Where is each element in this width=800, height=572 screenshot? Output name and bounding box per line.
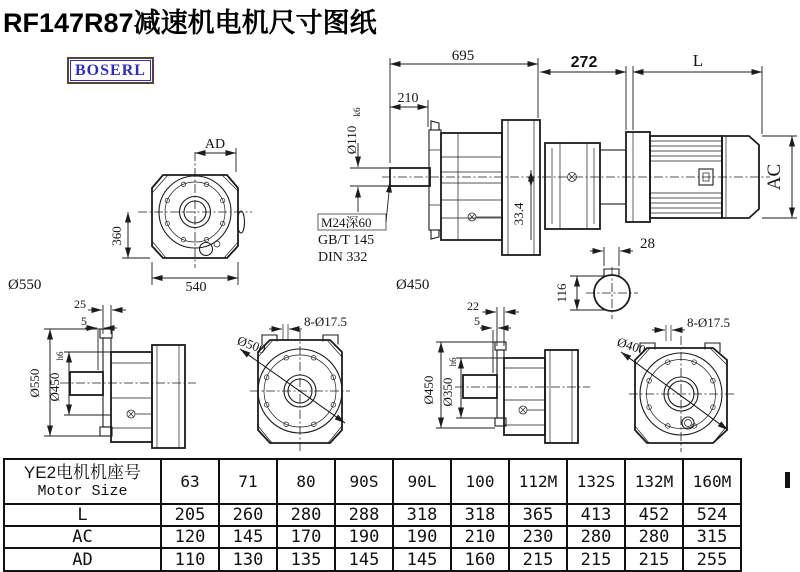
drain-plug-icon	[519, 406, 545, 414]
dim-116: 116	[554, 283, 569, 303]
size-col: 112M	[509, 459, 567, 504]
dim-pilot450: Ø450	[47, 372, 62, 402]
dim-holes-17-5: 8-Ø17.5	[687, 315, 730, 330]
dim-od550: Ø550	[27, 368, 42, 398]
cell: 135	[277, 548, 335, 571]
dim-695: 695	[451, 48, 475, 64]
dim-AC: AC	[764, 163, 785, 191]
table-row-L	[4, 504, 741, 526]
size-col: 71	[219, 459, 277, 504]
drain-plug-icon	[127, 410, 152, 418]
row-label: AD	[4, 548, 161, 571]
header-cn: YE2电机机座号	[23, 462, 142, 482]
flange-front-view-400	[615, 315, 735, 452]
dim-5: 5	[81, 314, 87, 328]
cell: 365	[509, 504, 567, 526]
dim-shaft-dia: Ø110	[344, 125, 359, 155]
cell: 130	[219, 548, 277, 571]
cell: 260	[219, 504, 277, 526]
dim-272: 272	[570, 54, 598, 71]
size-col: 100	[451, 459, 509, 504]
dim-d550: Ø550	[8, 277, 42, 293]
header-en: Motor Size	[37, 482, 128, 500]
cell: 280	[567, 526, 625, 548]
dim-fit-h6: h6	[448, 357, 458, 367]
table-row-AC	[4, 526, 741, 548]
flange-side-view-450	[421, 299, 590, 443]
dim-540: 540	[185, 280, 207, 295]
dim-fit-h6: h6	[55, 351, 65, 361]
cell: 110	[161, 548, 219, 571]
cell: 145	[335, 548, 393, 571]
cell: 215	[625, 548, 683, 571]
table-header-label	[4, 459, 161, 504]
size-col: 132S	[567, 459, 625, 504]
cell: 524	[683, 504, 741, 526]
stray-mark	[785, 472, 790, 488]
flange-front-view-500	[235, 314, 350, 452]
row-label: AC	[4, 526, 161, 548]
dim-22: 22	[467, 299, 479, 313]
dim-L: L	[692, 51, 704, 70]
cell: 315	[683, 526, 741, 548]
size-col: 90L	[393, 459, 451, 504]
cell: 190	[335, 526, 393, 548]
cell: 280	[625, 526, 683, 548]
size-col: 160M	[683, 459, 741, 504]
page-title: RF147R87减速机电机尺寸图纸	[3, 8, 377, 38]
cell: 190	[393, 526, 451, 548]
size-col: 90S	[335, 459, 393, 504]
dim-d450: Ø450	[396, 277, 430, 293]
cell: 318	[393, 504, 451, 526]
drain-plug-icon	[468, 213, 502, 221]
cell: 145	[219, 526, 277, 548]
row-label: L	[4, 504, 161, 526]
dim-holes-17-5: 8-Ø17.5	[304, 314, 347, 329]
cell: 215	[509, 548, 567, 571]
dim-360: 360	[109, 226, 124, 246]
cell: 413	[567, 504, 625, 526]
cell: 288	[335, 504, 393, 526]
shaft-section-view	[554, 236, 655, 319]
cell: 145	[393, 548, 451, 571]
table-header-row	[4, 459, 741, 504]
motor-side-view	[540, 51, 797, 229]
dim-210: 210	[397, 91, 419, 106]
note-din: DIN 332	[318, 250, 368, 265]
table-row-AD	[4, 548, 741, 571]
size-col: 80	[277, 459, 335, 504]
boserl-logo-text: BOSERL	[70, 60, 151, 81]
cell: 230	[509, 526, 567, 548]
cell: 280	[277, 504, 335, 526]
cell: 160	[451, 548, 509, 571]
motor-size-table	[3, 458, 742, 572]
dim-33-4: 33.4	[511, 202, 526, 226]
cell: 255	[683, 548, 741, 571]
size-col: 132M	[625, 459, 683, 504]
dim-25: 25	[74, 297, 86, 311]
cell: 205	[161, 504, 219, 526]
note-tap: M24深60	[321, 215, 372, 230]
reducer-front-view	[8, 137, 252, 295]
dim-bolt-circle-400: Ø400	[615, 334, 648, 358]
dim-pilot350: Ø350	[440, 377, 455, 407]
cell: 215	[567, 548, 625, 571]
dim-AD: AD	[204, 137, 226, 152]
size-col: 63	[161, 459, 219, 504]
cell: 210	[451, 526, 509, 548]
cell: 120	[161, 526, 219, 548]
reducer-side-view	[318, 48, 770, 293]
cell: 318	[451, 504, 509, 526]
cell: 452	[625, 504, 683, 526]
dim-od450: Ø450	[421, 375, 436, 405]
flange-side-view-550	[27, 297, 196, 448]
dim-5: 5	[474, 314, 480, 328]
dim-shaft-fit: k6	[352, 107, 362, 117]
dim-28: 28	[640, 236, 655, 252]
dim-bolt-circle-500: Ø500	[235, 332, 268, 357]
note-gbt: GB/T 145	[318, 233, 375, 248]
cell: 170	[277, 526, 335, 548]
